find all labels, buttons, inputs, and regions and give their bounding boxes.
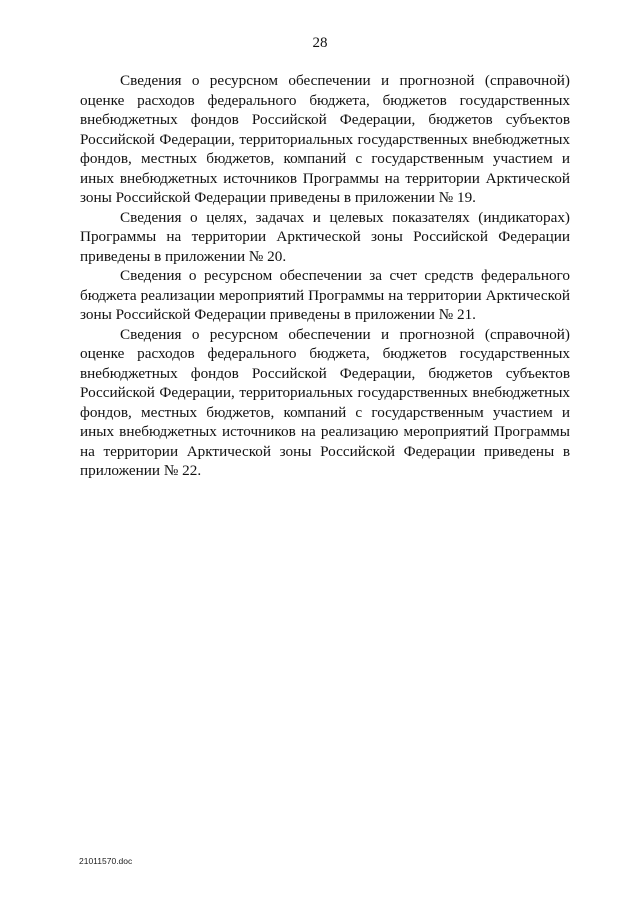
footer-file-name: 21011570.doc [79,856,133,866]
page-number: 28 [312,35,328,51]
document-body [80,71,570,481]
paragraph-appendix-21: Сведения о ресурсном обеспечении за счет средств федерального бюджета реализации мероприятий Программы на территории Арктической зоны Российской Федерации приведены в приложении № 21. [80,267,570,323]
paragraph-appendix-19: Сведения о ресурсном обеспечении и прогнозной (справочной) оценке расходов федерального бюджета, бюджетов государственных внебюджетных фондов Российской Федерации, бюджетов субъектов Российской Федерации, территориальных государственных внебюджетных фондов, местных бюджетов, компаний с государственным участием и иных внебюджетных источников Программы на территории Арктической зоны Российской Федерации приведены в приложении № 19. [80,72,570,206]
paragraph-appendix-20: Сведения о целях, задачах и целевых показателях (индикаторах) Программы на территории Арктической зоны Российской Федерации приведены в приложении № 20. [80,208,570,265]
paragraph-appendix-22: Сведения о ресурсном обеспечении и прогнозной (справочной) оценке расходов федерального бюджета, бюджетов государственных внебюджетных фондов Российской Федерации, бюджетов субъектов Российской Федерации, территориальных государственных внебюджетных фондов, местных бюджетов, компаний с государственным участием и иных внебюджетных источников на реализацию мероприятий Программы на территории Арктической зоны Российской Федерации приведены в приложении № 22. [80,325,570,479]
